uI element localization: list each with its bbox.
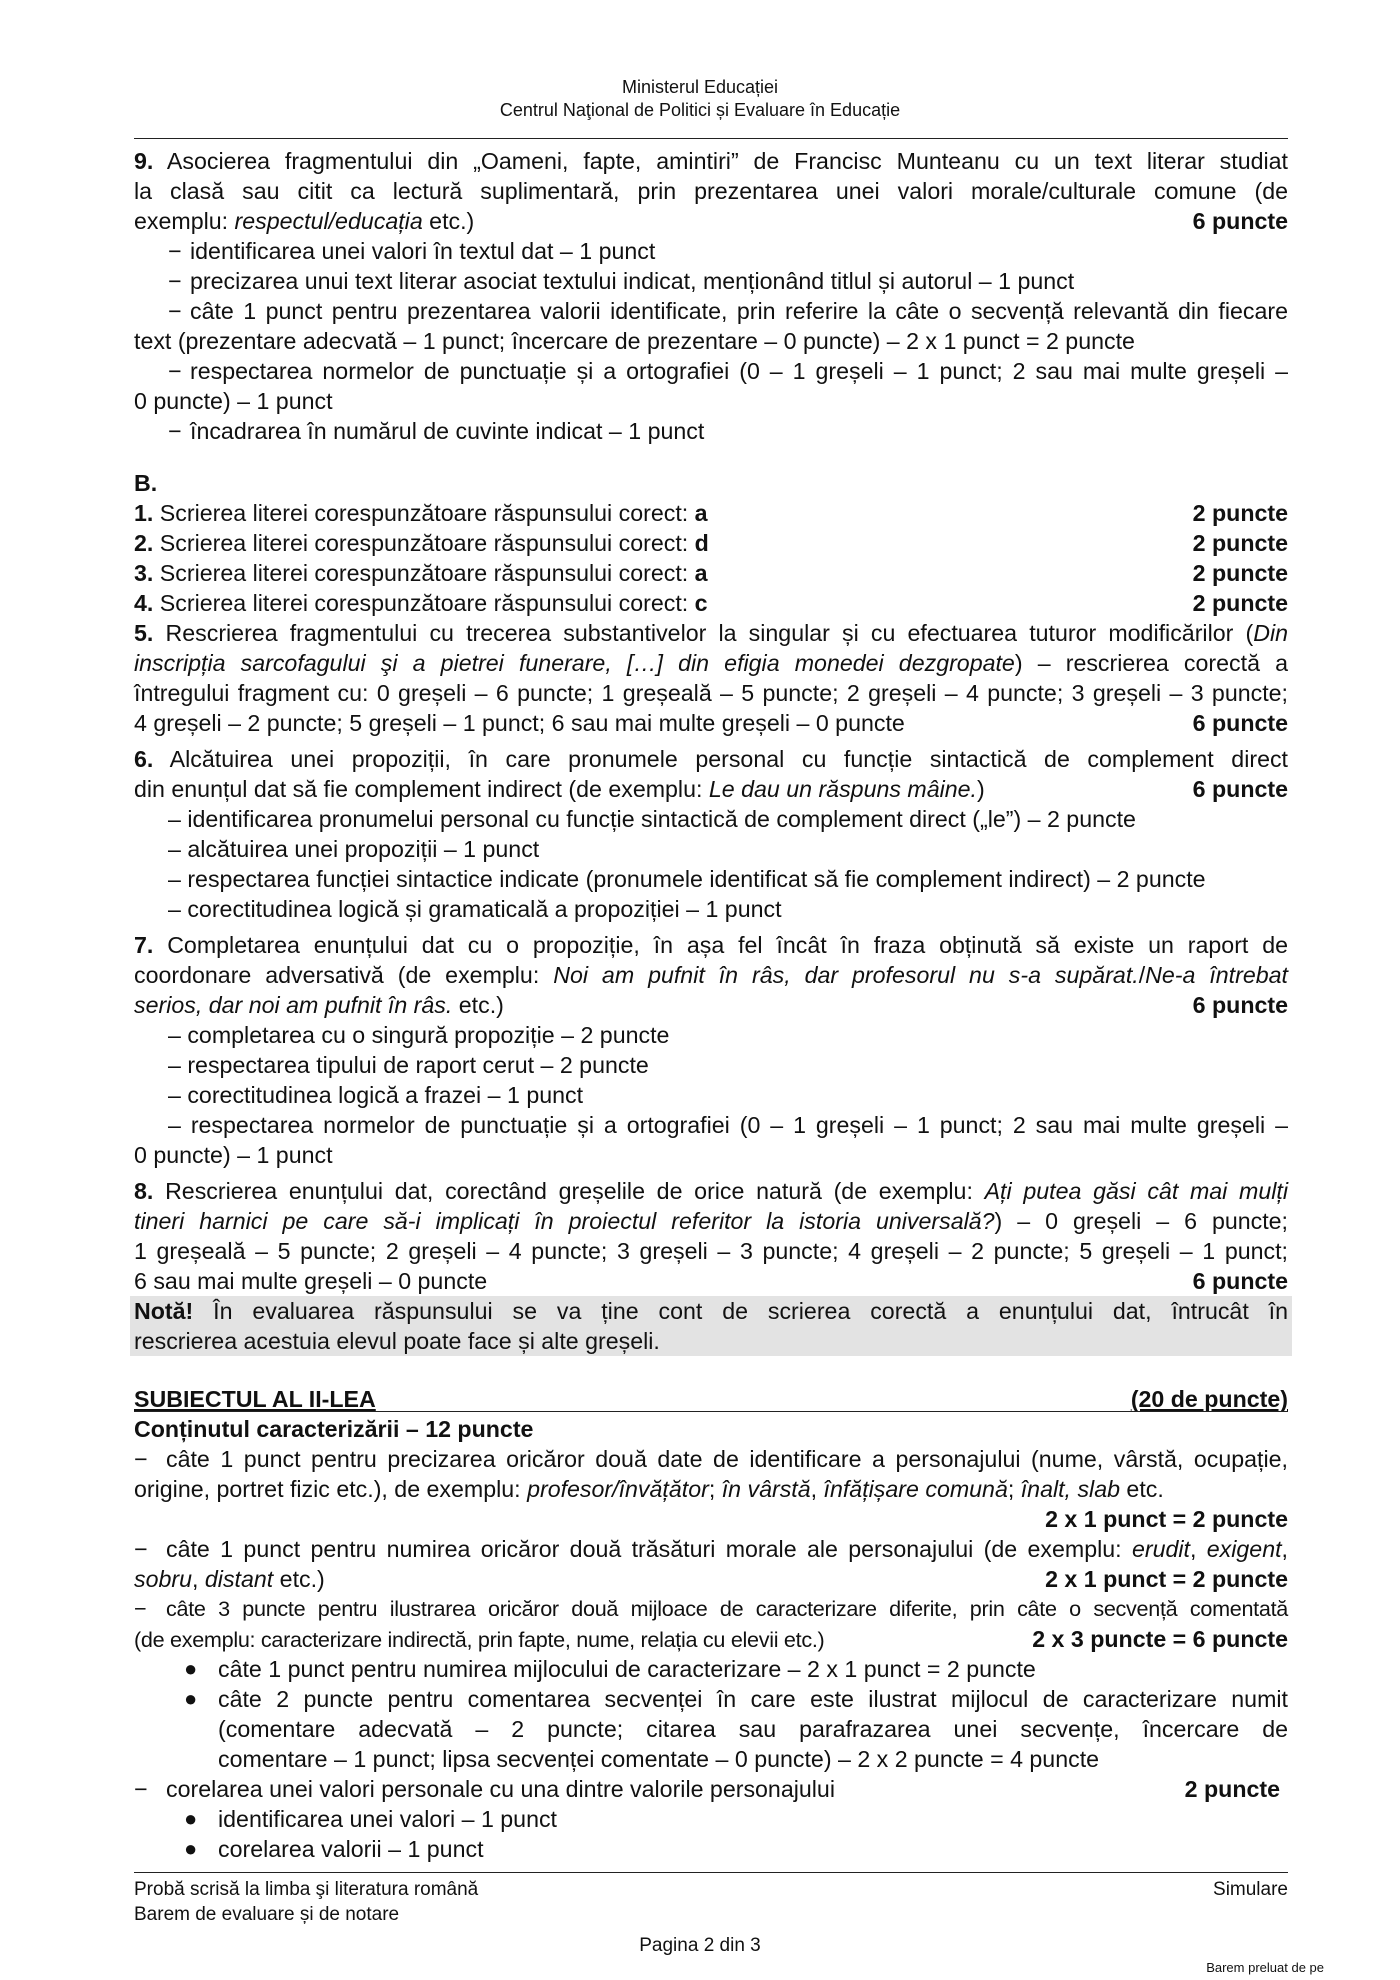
note-line1: Notă! În evaluarea răspunsului se va ține cont de scrierea corectă a enunțului dat, întrucât în [134,1298,1288,1324]
s2-criterion-a-points: 2 x 1 punct = 2 puncte [1045,1506,1288,1532]
b-item-6-criterion: – respectarea funcției sintactice indicate (pronumele identificat să fie complement indirect) – 2 puncte [168,866,1206,892]
s2-c-bullet-1: câte 1 punct pentru numirea mijlocului de caracterizare – 2 x 1 punct = 2 puncte [218,1656,1036,1682]
b-item-8-line4: 6 sau mai multe greșeli – 0 puncte 6 puncte [134,1268,1288,1294]
b-item-8-line1: 8. Rescrierea enunțului dat, corectând greșelile de orice natură (de exemplu: Ați putea găsi cât mai mulți [134,1178,1288,1204]
header-center: Centrul Naţional de Politici și Evaluare în Educație [499,100,901,120]
item9-criterion-cont: 0 puncte) – 1 punct [134,388,333,414]
b-item-6-criterion: – identificarea pronumelui personal cu funcție sintactică de complement direct („le”) – 2 puncte [168,806,1136,832]
b-item-4: 4. Scrierea literei corespunzătoare răspunsului corect: c 2 puncte [134,590,1288,616]
footer-rule [134,1872,1288,1873]
item9-criterion: − identificarea unei valori în textul dat – 1 punct [168,238,656,264]
item9-line1: 9. Asocierea fragmentului din „Oameni, fapte, amintiri” de Francisc Munteanu cu un text literar studiat [134,148,1288,174]
subject2-heading: SUBIECTUL AL II-LEA (20 de puncte) [134,1386,1288,1412]
b-item-8-line3: 1 greșeală – 5 puncte; 2 greșeli – 4 puncte; 3 greșeli – 3 puncte; 4 greșeli – 2 puncte; 5 greșeli – 1 punct; [134,1238,1288,1264]
b-item-6-line2: din enunțul dat să fie complement indirect (de exemplu: Le dau un răspuns mâine.) 6 puncte [134,776,1288,802]
s2-criterion-b-cont: sobru, distant etc.) 2 x 1 punct = 2 puncte [134,1566,1288,1592]
b-item-5-line1: 5. Rescrierea fragmentului cu trecerea substantivelor la singular și cu efectuarea tuturor modificărilor (Din [134,620,1288,646]
header-rule [134,138,1288,139]
item9-criterion: − precizarea unui text literar asociat textului indicat, menționând titlul și autorul – 1 punct [168,268,1075,294]
b-item-7-line3: serios, dar noi am pufnit în râs. etc.) 6 puncte [134,992,1288,1018]
s2-criterion-d: − corelarea unei valori personale cu una dintre valorile personajului 2 puncte [134,1776,1280,1802]
footer-exam-name: Probă scrisă la limba şi literatura română [134,1879,479,1900]
b-item-7-criterion-cont: 0 puncte) – 1 punct [134,1142,333,1168]
b-item-1: 1. Scrierea literei corespunzătoare răspunsului corect: a 2 puncte [134,500,1288,526]
b-item-7-criterion: – completarea cu o singură propoziție – 2 puncte [168,1022,670,1048]
b-item-7-line2: coordonare adversativă (de exemplu: Noi am pufnit în râs, dar profesorul nu s-a supărat./Ne-a întrebat [134,962,1288,988]
b-item-5-line4: 4 greșeli – 2 puncte; 5 greșeli – 1 punct; 6 sau mai multe greșeli – 0 puncte 6 puncte [134,710,1288,736]
b-item-5-line3: întregului fragment cu: 0 greșeli – 6 puncte; 1 greșeală – 5 puncte; 2 greșeli – 4 puncte; 3 greșeli – 3 puncte; [134,680,1288,706]
item9-criterion: − câte 1 punct pentru prezentarea valorii identificate, prin referire la câte o secvență relevantă din fiecare [168,298,1288,324]
bullet-icon: ● [184,1836,198,1861]
footer-session: Simulare [1213,1879,1288,1900]
b-item-6-criterion: – alcătuirea unei propoziții – 1 punct [168,836,540,862]
item9-criterion: − respectarea normelor de punctuație și a ortografiei (0 – 1 greșeli – 1 punct; 2 sau mai multe greșeli – [168,358,1288,384]
footer-barem: Barem de evaluare și de notare [134,1904,400,1925]
b-item-7-criterion: – respectarea normelor de punctuație și a ortografiei (0 – 1 greșeli – 1 punct; 2 sau mai multe greșeli – [168,1112,1288,1138]
item9-criterion: − încadrarea în numărul de cuvinte indicat – 1 punct [168,418,705,444]
header-ministry: Ministerul Educației [621,77,779,97]
b-item-7-line1: 7. Completarea enunțului dat cu o propoziție, în așa fel încât în fraza obținută să existe un raport de [134,932,1288,958]
bullet-icon: ● [184,1686,198,1711]
subject2-underline [134,1411,1288,1412]
bullet-icon: ● [184,1806,198,1831]
b-item-8-line2: tineri harnici pe care să-i implicați în proiectul referitor la istoria universală?) – 0 greșeli – 6 puncte; [134,1208,1289,1234]
note-line2: rescrierea acestuia elevul poate face și alte greșeli. [134,1328,660,1354]
s2-criterion-a: − câte 1 punct pentru precizarea oricăror două date de identificare a personajului (nume, vârstă, ocupație, [134,1446,1288,1472]
s2-criterion-c-cont: (de exemplu: caracterizare indirectă, prin fapte, nume, relația cu elevii etc.) 2 x 3 puncte = 6 puncte [134,1626,1288,1652]
s2-criterion-c: − câte 3 puncte pentru ilustrarea oricăror două mijloace de caracterizare diferite, prin câte o secvență comentată [134,1596,1288,1621]
s2-criterion-b: − câte 1 punct pentru numirea oricăror două trăsături morale ale personajului (de exemplu: erudit, exigent, [134,1536,1288,1562]
page-number: Pagina 2 din 3 [639,1935,761,1956]
item9-line3: exemplu: respectul/educația etc.) 6 puncte [134,208,1288,234]
s2-criterion-a-cont: origine, portret fizic etc.), de exemplu: profesor/învățător; în vârstă, înfățișare comună; înalt, slab etc. [134,1476,1164,1502]
s2-c-bullet-2: câte 2 puncte pentru comentarea secvenței în care este ilustrat mijlocul de caracterizare numit [218,1686,1288,1712]
b-item-7-criterion: – corectitudinea logică a frazei – 1 punct [168,1082,584,1108]
item9-criterion-cont: text (prezentare adecvată – 1 punct; încercare de prezentare – 0 puncte) – 2 x 1 punct = 2 puncte [134,328,1135,354]
b-item-7-criterion: – respectarea tipului de raport cerut – 2 puncte [168,1052,649,1078]
corner-note: Barem preluat de pe [1206,1960,1324,1975]
s2-d-bullet-2: corelarea valorii – 1 punct [218,1836,484,1862]
s2-d-bullet-1: identificarea unei valori – 1 punct [218,1806,558,1832]
b-item-6-criterion: – corectitudinea logică și gramaticală a propoziției – 1 punct [168,896,782,922]
b-item-2: 2. Scrierea literei corespunzătoare răspunsului corect: d 2 puncte [134,530,1288,556]
content-title: Conținutul caracterizării – 12 puncte [134,1416,534,1442]
b-item-3: 3. Scrierea literei corespunzătoare răspunsului corect: a 2 puncte [134,560,1288,586]
b-item-5-line2: inscripția sarcofagului şi a pietrei funerare, […] din efigia monedei dezgropate) – rescrierea corectă a [134,650,1288,676]
bullet-icon: ● [184,1656,198,1681]
s2-c-bullet-2-cont: (comentare adecvată – 2 puncte; citarea sau parafrazarea unei secvențe, încercare de [218,1716,1288,1742]
item9-line2: la clasă sau citit ca lectură suplimentară, prin prezentarea unei valori morale/culturale comune (de [134,178,1288,204]
s2-c-bullet-2-cont: comentare – 1 punct; lipsa secvenței comentate – 0 puncte) – 2 x 2 puncte = 4 puncte [218,1746,1100,1772]
item9-points: 6 puncte [1192,208,1288,234]
b-item-6-line1: 6. Alcătuirea unei propoziții, în care pronumele personal cu funcție sintactică de complement direct [134,746,1288,772]
section-b-label: B. [134,470,158,496]
